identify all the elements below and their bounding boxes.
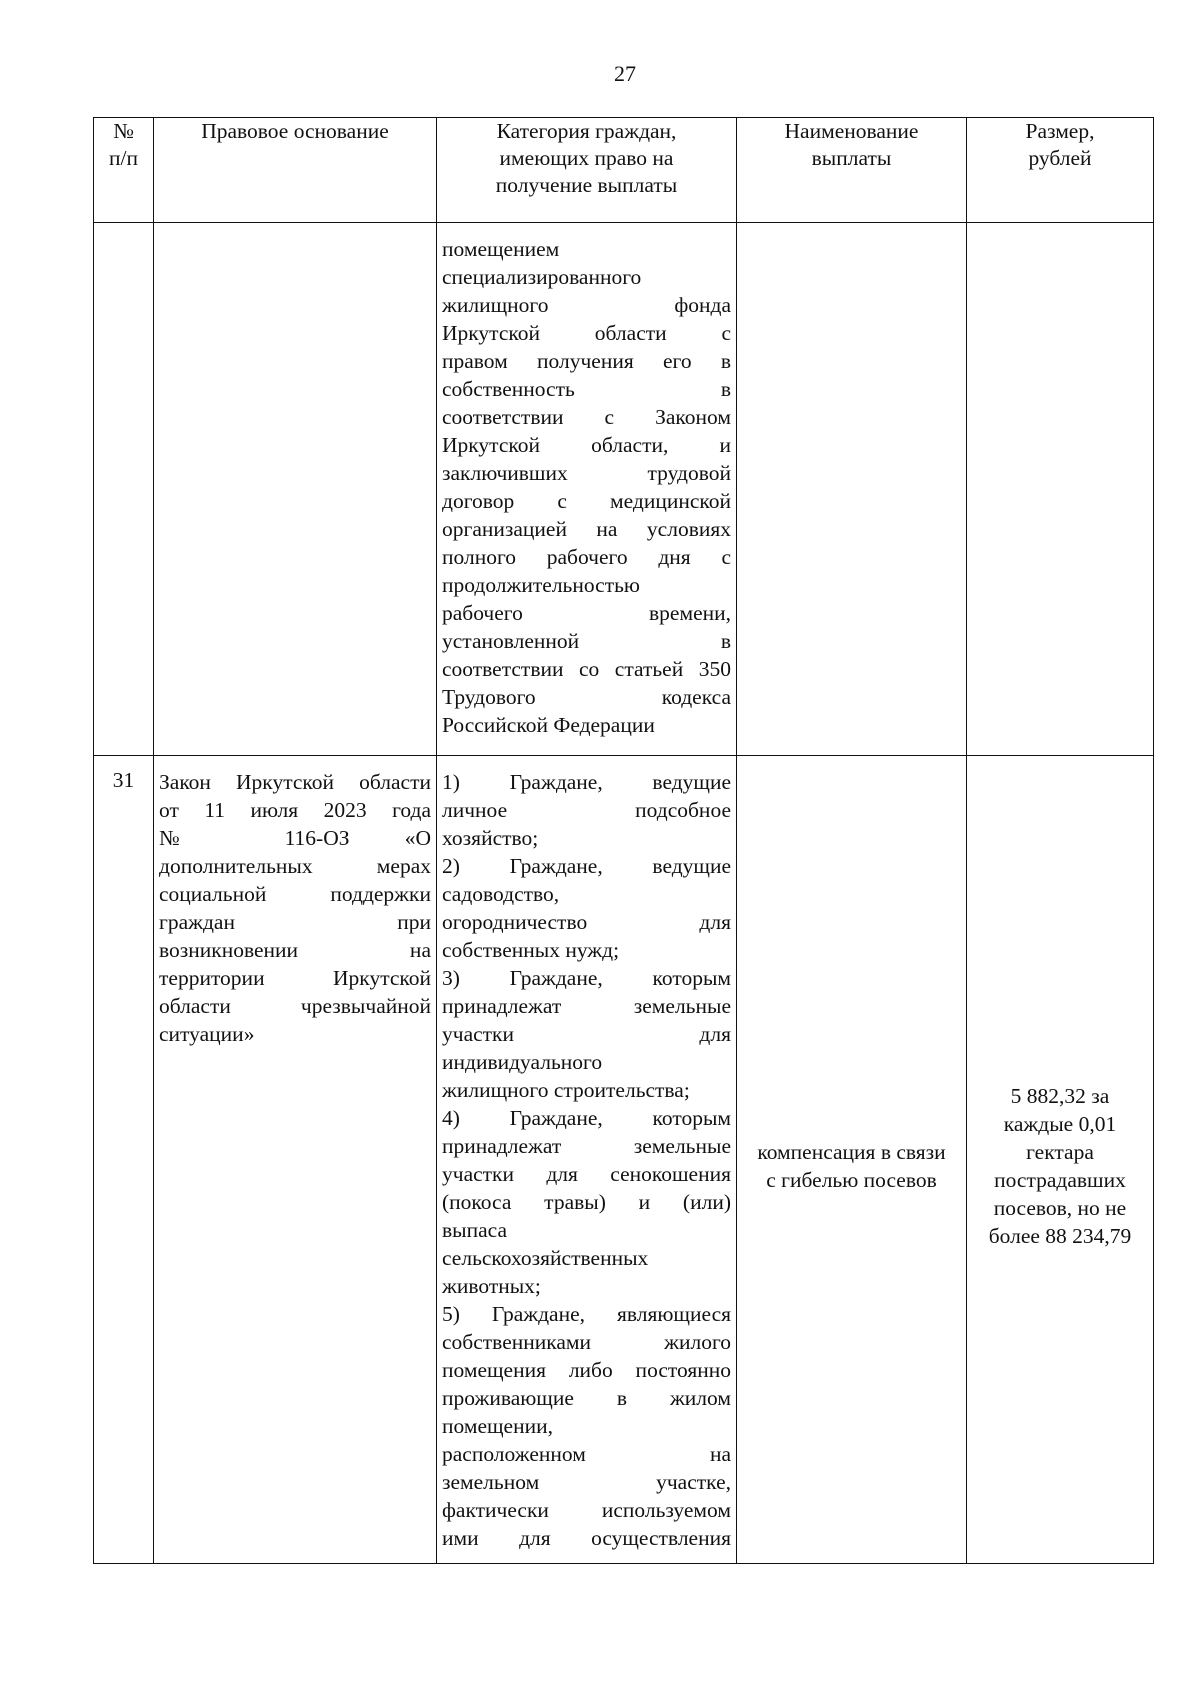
text-line: фактически используемом — [442, 1498, 731, 1522]
text-line: территории Иркутской — [159, 966, 431, 990]
cell-amount-empty — [967, 223, 1154, 756]
text-line: земельном участке, — [442, 1470, 731, 1494]
text-line: с гибелью посевов — [766, 1167, 937, 1192]
header-payment-name: Наименование выплаты — [737, 118, 967, 223]
text-line: проживающие в жилом — [442, 1386, 731, 1410]
text-line: собственниками жилого — [442, 1330, 731, 1354]
cell-num: 31 — [94, 756, 154, 1564]
text-line: животных; — [442, 1274, 541, 1298]
text-line: № 116-ОЗ «О — [159, 826, 431, 850]
text-line: граждан при — [159, 910, 431, 934]
cell-amount — [967, 756, 1154, 1564]
table-row-31 — [94, 756, 1154, 1564]
cell-payment-name-empty — [737, 223, 967, 756]
text-line: каждые 0,01 — [1003, 1111, 1117, 1136]
text-line: ситуации» — [159, 1022, 255, 1046]
header-basis: Правовое основание — [154, 118, 437, 223]
text-line: Иркутской области, и — [442, 433, 731, 457]
text-line: собственных нужд; — [442, 938, 620, 962]
text-line: собственность в — [442, 377, 731, 401]
text-line: принадлежат земельные — [442, 1134, 731, 1158]
text-line: Иркутской области с — [442, 321, 731, 345]
text-line: пострадавших — [994, 1167, 1126, 1192]
text-line: области чрезвычайной — [159, 994, 431, 1018]
text-line: 1) Граждане, ведущие — [442, 770, 731, 794]
text-line: договор с медицинской — [442, 489, 731, 513]
header-category: Категория граждан, имеющих право на получение выплаты — [437, 118, 737, 223]
text-line: организацией на условиях — [442, 517, 731, 541]
table-header-row — [94, 118, 1154, 223]
text-line: индивидуального — [442, 1050, 603, 1074]
text-line: садоводство, — [442, 882, 560, 906]
cell-num-empty — [94, 223, 154, 756]
payments-table — [93, 117, 1154, 1564]
text-line: хозяйство; — [442, 826, 539, 850]
text-line: полного рабочего дня с — [442, 545, 731, 569]
header-amount: Размер, рублей — [967, 118, 1154, 223]
page-number: 27 — [614, 61, 636, 86]
text-line: рабочего времени, — [442, 601, 731, 625]
text-line: участки для — [442, 1022, 731, 1046]
text-line: 5 882,32 за — [1010, 1083, 1110, 1108]
text-line: расположенном на — [442, 1442, 731, 1466]
text-line: гектара — [1026, 1139, 1094, 1164]
text-line: заключивших трудовой — [442, 461, 731, 485]
category-text — [442, 235, 731, 739]
text-line: Закон Иркутской области — [159, 770, 431, 794]
cell-payment-name — [737, 756, 967, 1564]
text-line: участки для сенокошения — [442, 1162, 731, 1186]
cell-category — [437, 756, 737, 1564]
text-line: возникновении на — [159, 938, 431, 962]
text-line: 5) Граждане, являющиеся — [442, 1302, 731, 1326]
cell-category-continuation — [437, 223, 737, 756]
text-line: личное подсобное — [442, 798, 731, 822]
text-line: правом получения его в — [442, 349, 731, 373]
cell-basis-empty — [154, 223, 437, 756]
text-line: огородничество для — [442, 910, 731, 934]
text-line: помещении, — [442, 1414, 553, 1438]
text-line: Российской Федерации — [442, 713, 655, 737]
text-line: (покоса травы) и (или) — [442, 1190, 731, 1214]
table-row-continuation — [94, 223, 1154, 756]
text-line: соответствии со статьей 350 — [442, 657, 731, 681]
text-line: социальной поддержки — [159, 882, 431, 906]
text-line: 2) Граждане, ведущие — [442, 854, 731, 878]
cell-basis — [154, 756, 437, 1564]
text-line: сельскохозяйственных — [442, 1246, 649, 1270]
category-text — [442, 768, 731, 1552]
text-line: компенсация в связи — [757, 1139, 946, 1164]
text-line: от 11 июля 2023 года — [159, 798, 431, 822]
text-line: принадлежат земельные — [442, 994, 731, 1018]
text-line: 3) Граждане, которым — [442, 966, 731, 990]
text-line: ими для осуществления — [442, 1526, 731, 1550]
text-line: специализированного — [442, 265, 642, 289]
basis-text — [159, 768, 431, 1048]
text-line: выпаса — [442, 1218, 507, 1242]
header-num: № п/п — [94, 118, 154, 223]
text-line: продолжительностью — [442, 573, 640, 597]
text-line: помещением — [442, 237, 560, 261]
text-line: посевов, но не — [993, 1195, 1127, 1220]
text-line: помещения либо постоянно — [442, 1358, 731, 1382]
text-line: 4) Граждане, которым — [442, 1106, 731, 1130]
text-line: жилищного фонда — [442, 293, 731, 317]
text-line: более 88 234,79 — [988, 1223, 1132, 1248]
text-line: жилищного строительства; — [442, 1078, 690, 1102]
text-line: дополнительных мерах — [159, 854, 431, 878]
text-line: соответствии с Законом — [442, 405, 731, 429]
text-line: Трудового кодекса — [442, 685, 731, 709]
text-line: установленной в — [442, 629, 731, 653]
